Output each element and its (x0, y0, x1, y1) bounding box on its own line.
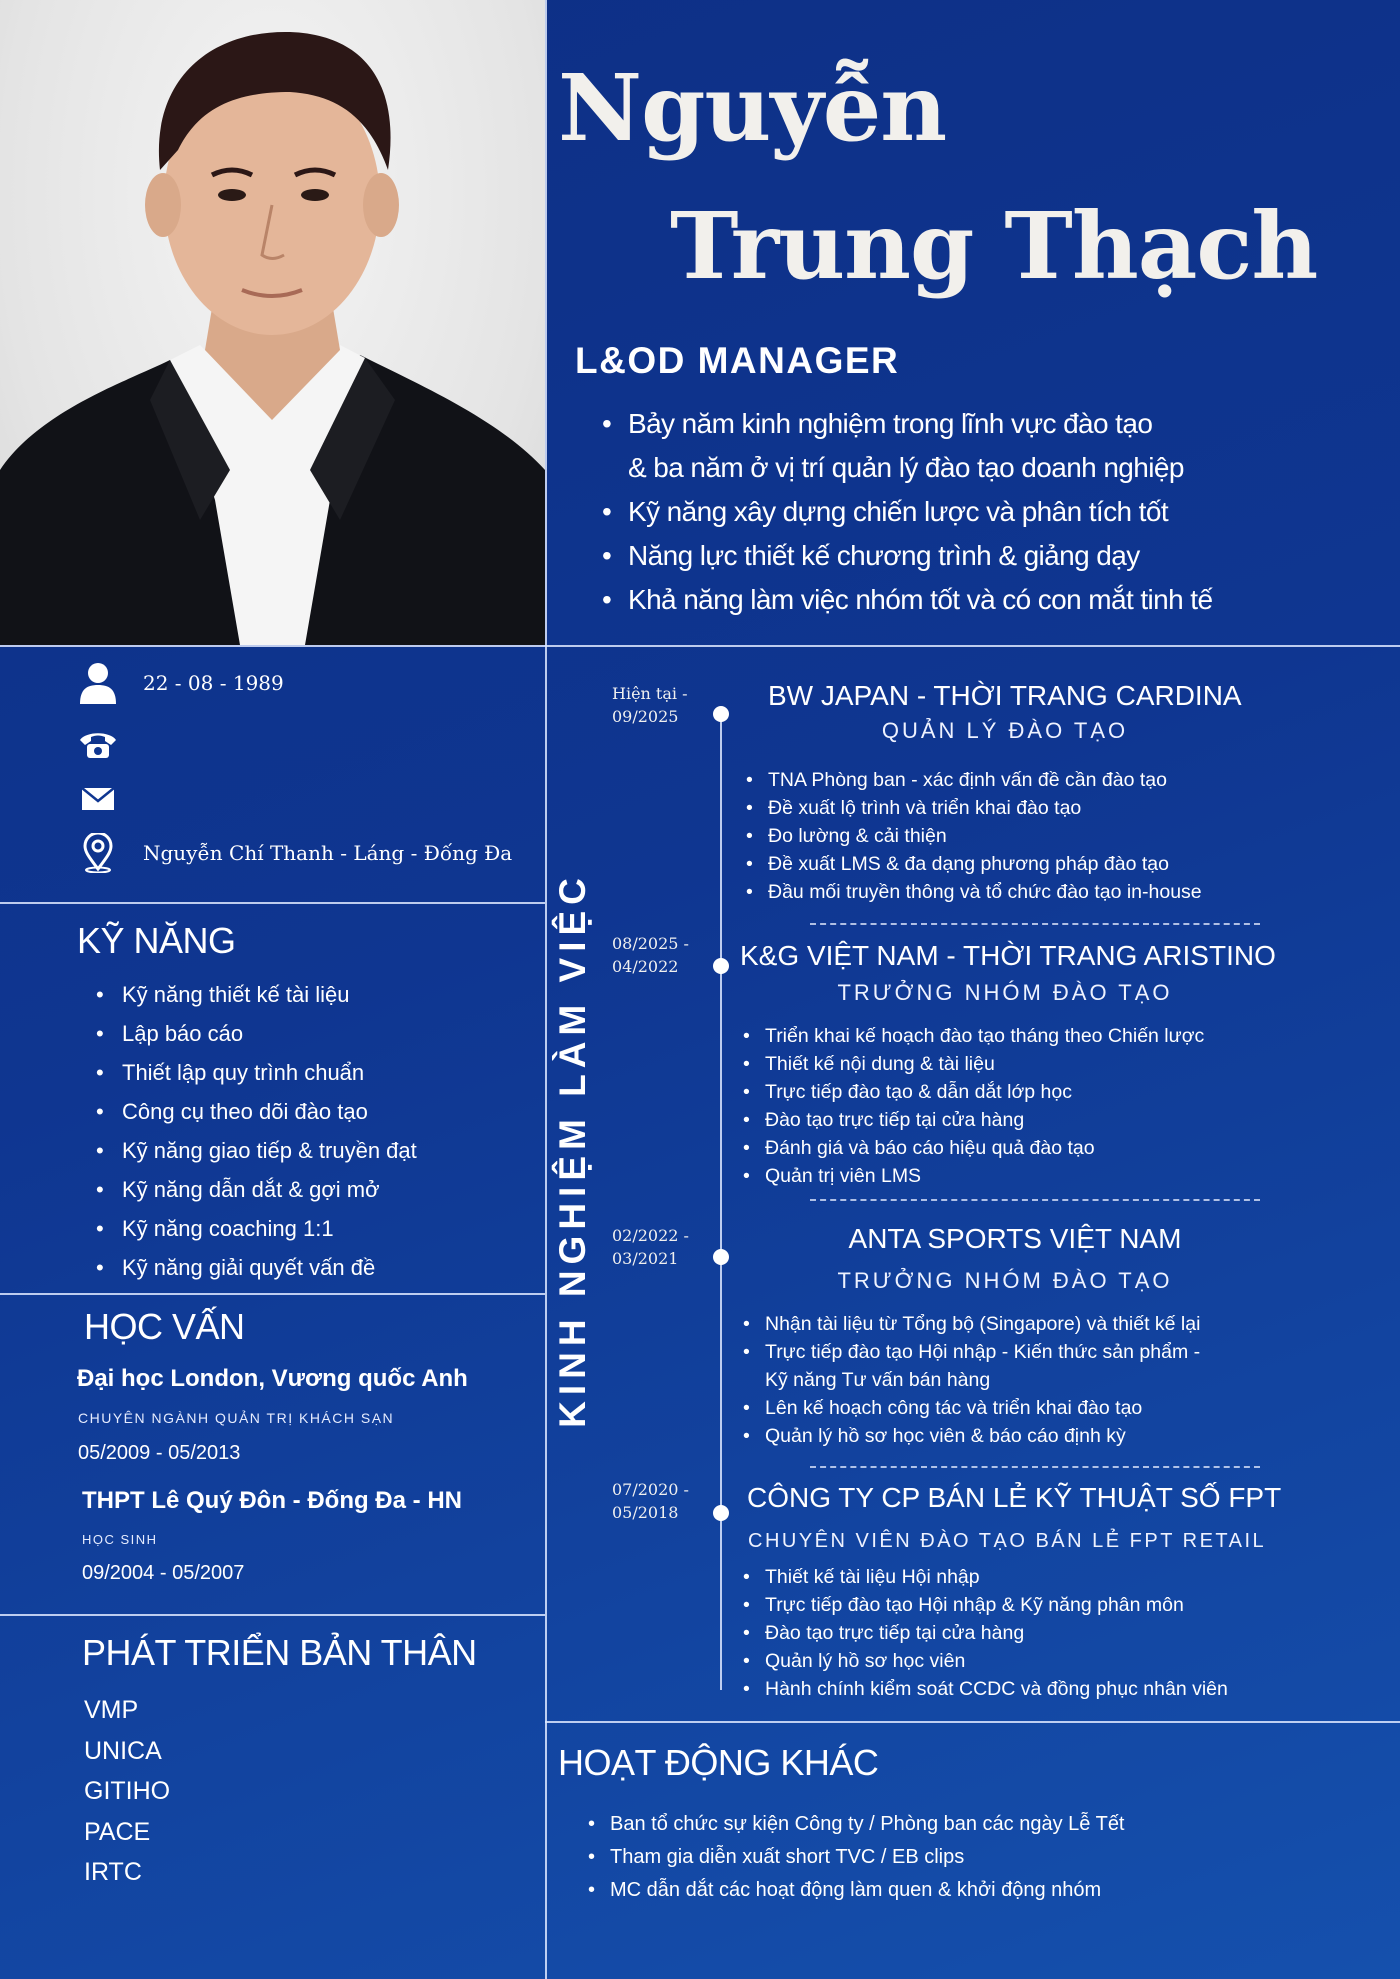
summary-item: • Kỹ năng xây dựng chiến lược và phân tích tốt (628, 490, 1212, 534)
job-duty: • Đào tạo trực tiếp tại cửa hàng (765, 1106, 1204, 1134)
experience-divider (545, 1721, 1400, 1723)
experience-title: KINH NGHIỆM LÀM VIỆC (552, 872, 593, 1428)
job-date-range (612, 1224, 722, 1270)
development-title: PHÁT TRIỂN BẢN THÂN (82, 1632, 477, 1673)
education-divider (0, 1614, 545, 1616)
job-separator (810, 923, 1260, 925)
skill-item: • Thiết lập quy trình chuẩn (122, 1053, 417, 1092)
job-date-end: 02/2022 - (612, 1226, 689, 1245)
job-date-end: 07/2020 - (612, 1480, 689, 1499)
skill-item: • Kỹ năng dẫn dắt & gợi mở (122, 1170, 417, 1209)
contact-divider (0, 902, 545, 904)
development-item: VMP (84, 1696, 139, 1724)
job-duties (768, 766, 1202, 906)
development-item: UNICA (84, 1736, 162, 1765)
job-position: CHUYÊN VIÊN ĐÀO TẠO BÁN LẺ FPT RETAIL (748, 1530, 1267, 1552)
other-activity-item: • MC dẫn dắt các hoạt động làm quen & khởi động nhóm (610, 1874, 1125, 1907)
job-company: ANTA SPORTS VIỆT NAM (848, 1223, 1182, 1254)
job-title: L&OD MANAGER (575, 340, 900, 381)
job-date-range (612, 1478, 722, 1524)
job-duty-continued: Kỹ năng Tư vấn bán hàng (765, 1369, 991, 1391)
phone-icon (75, 722, 121, 768)
job-company: CÔNG TY CP BÁN LẺ KỸ THUẬT SỐ FPT (747, 1482, 1282, 1513)
job-duty: • Triển khai kế hoạch đào tạo tháng theo Chiến lược (765, 1022, 1204, 1050)
job-position: TRƯỞNG NHÓM ĐÀO TẠO (837, 980, 1173, 1005)
job-date-start: 03/2021 (612, 1249, 679, 1268)
job-separator (810, 1199, 1260, 1201)
job-duty: • Đào tạo trực tiếp tại cửa hàng (765, 1619, 1228, 1647)
job-date-end: Hiện tại - (612, 684, 688, 703)
job-duties (765, 1022, 1204, 1190)
summary-item: • Khả năng làm việc nhóm tốt và có con mắt tinh tế (628, 578, 1212, 622)
birthday-text: 22 - 08 - 1989 (143, 671, 284, 695)
timeline-line (720, 715, 722, 1690)
skill-item: • Kỹ năng coaching 1:1 (122, 1209, 417, 1248)
contact-phone (75, 722, 143, 768)
other-activities-list (610, 1808, 1125, 1907)
education-dates: 05/2009 - 05/2013 (78, 1442, 241, 1464)
job-position: QUẢN LÝ ĐÀO TẠO (881, 718, 1129, 743)
job-date-start: 05/2018 (612, 1503, 679, 1522)
skill-item: • Kỹ năng giải quyết vấn đề (122, 1248, 417, 1287)
address-text: Nguyễn Chí Thanh - Láng - Đống Đa (143, 841, 513, 865)
skills-list (122, 975, 417, 1287)
job-date-start: 04/2022 (612, 957, 679, 976)
job-date-end: 08/2025 - (612, 934, 689, 953)
timeline-dot (713, 1505, 729, 1521)
location-pin-icon (75, 830, 121, 876)
other-activities-title: HOẠT ĐỘNG KHÁC (558, 1742, 879, 1783)
timeline-dot (713, 1249, 729, 1265)
education-major: HỌC SINH (82, 1532, 158, 1547)
job-company: BW JAPAN - THỜI TRANG CARDINA (768, 680, 1242, 711)
header-divider (0, 645, 1400, 647)
vertical-divider (545, 0, 547, 1979)
job-date-range (612, 932, 722, 978)
skill-item: • Kỹ năng giao tiếp & truyền đạt (122, 1131, 417, 1170)
job-duty: • Trực tiếp đào tạo Hội nhập - Kiến thức sản phẩm - (765, 1338, 1200, 1366)
job-duty: • Đề xuất LMS & đa dạng phương pháp đào tạo (768, 850, 1202, 878)
development-item: GITIHO (84, 1777, 171, 1805)
development-item: IRTC (84, 1858, 142, 1886)
job-duty: • Quản lý hồ sơ học viên & báo cáo định kỳ (765, 1422, 1200, 1450)
job-duties (765, 1563, 1228, 1703)
job-date-start: 09/2025 (612, 707, 679, 726)
development-item: PACE (84, 1817, 151, 1846)
name-first-line: Nguyễn (558, 54, 947, 162)
skill-item: • Lập báo cáo (122, 1014, 417, 1053)
skills-title: KỸ NĂNG (77, 920, 236, 961)
job-duties (765, 1310, 1200, 1450)
skill-item: • Kỹ năng thiết kế tài liệu (122, 975, 417, 1014)
skill-item: • Công cụ theo dõi đào tạo (122, 1092, 417, 1131)
education-title: HỌC VẤN (84, 1306, 245, 1347)
timeline-dot (713, 958, 729, 974)
timeline-dot (713, 706, 729, 722)
development-list (84, 1690, 170, 1893)
job-duty: • Trực tiếp đào tạo & dẫn dắt lớp học (765, 1078, 1204, 1106)
skills-divider (0, 1293, 545, 1295)
job-separator (810, 1466, 1260, 1468)
job-duty: • TNA Phòng ban - xác định vấn đề cần đào tạo (768, 766, 1202, 794)
person-icon (75, 660, 121, 706)
job-position: TRƯỞNG NHÓM ĐÀO TẠO (837, 1268, 1173, 1293)
contact-address (75, 830, 512, 876)
job-company: K&G VIỆT NAM - THỜI TRANG ARISTINO (740, 940, 1276, 971)
summary-item: • Năng lực thiết kế chương trình & giảng dạy (628, 534, 1212, 578)
education-major: CHUYÊN NGÀNH QUẢN TRỊ KHÁCH SẠN (78, 1410, 395, 1426)
summary-item: • Bảy năm kinh nghiệm trong lĩnh vực đào tạo (628, 402, 1212, 446)
job-date-range (612, 682, 722, 728)
education-school: Đại học London, Vương quốc Anh (77, 1365, 468, 1392)
job-duty: • Quản lý hồ sơ học viên (765, 1647, 1228, 1675)
summary-item-continued: & ba năm ở vị trí quản lý đào tạo doanh nghiệp (628, 452, 1184, 483)
job-duty: • Đo lường & cải thiện (768, 822, 1202, 850)
education-dates: 09/2004 - 05/2007 (82, 1562, 245, 1584)
education-school: THPT Lê Quý Đôn - Đống Đa - HN (82, 1487, 462, 1514)
name-second-line: Trung Thạch (670, 192, 1318, 300)
other-activity-item: • Ban tổ chức sự kiện Công ty / Phòng ban các ngày Lễ Tết (610, 1808, 1125, 1841)
contact-birthday (75, 660, 284, 706)
other-activity-item: • Tham gia diễn xuất short TVC / EB clips (610, 1841, 1125, 1874)
contact-email (75, 776, 143, 822)
job-duty: • Trực tiếp đào tạo Hội nhập & Kỹ năng phân môn (765, 1591, 1228, 1619)
job-duty: • Đề xuất lộ trình và triển khai đào tạo (768, 794, 1202, 822)
job-duty: • Đánh giá và báo cáo hiệu quả đào tạo (765, 1134, 1204, 1162)
job-duty: • Lên kế hoạch công tác và triển khai đào tạo (765, 1394, 1200, 1422)
job-duty: • Nhận tài liệu từ Tổng bộ (Singapore) và thiết kế lại (765, 1310, 1200, 1338)
profile-photo (0, 0, 545, 645)
mail-icon (75, 776, 121, 822)
job-duty: • Đầu mối truyền thông và tổ chức đào tạo in-house (768, 878, 1202, 906)
job-duty: • Thiết kế nội dung & tài liệu (765, 1050, 1204, 1078)
summary-list (628, 402, 1212, 622)
job-duty: • Quản trị viên LMS (765, 1162, 1204, 1190)
job-duty: • Thiết kế tài liệu Hội nhập (765, 1563, 1228, 1591)
job-duty: • Hành chính kiểm soát CCDC và đồng phục nhân viên (765, 1675, 1228, 1703)
